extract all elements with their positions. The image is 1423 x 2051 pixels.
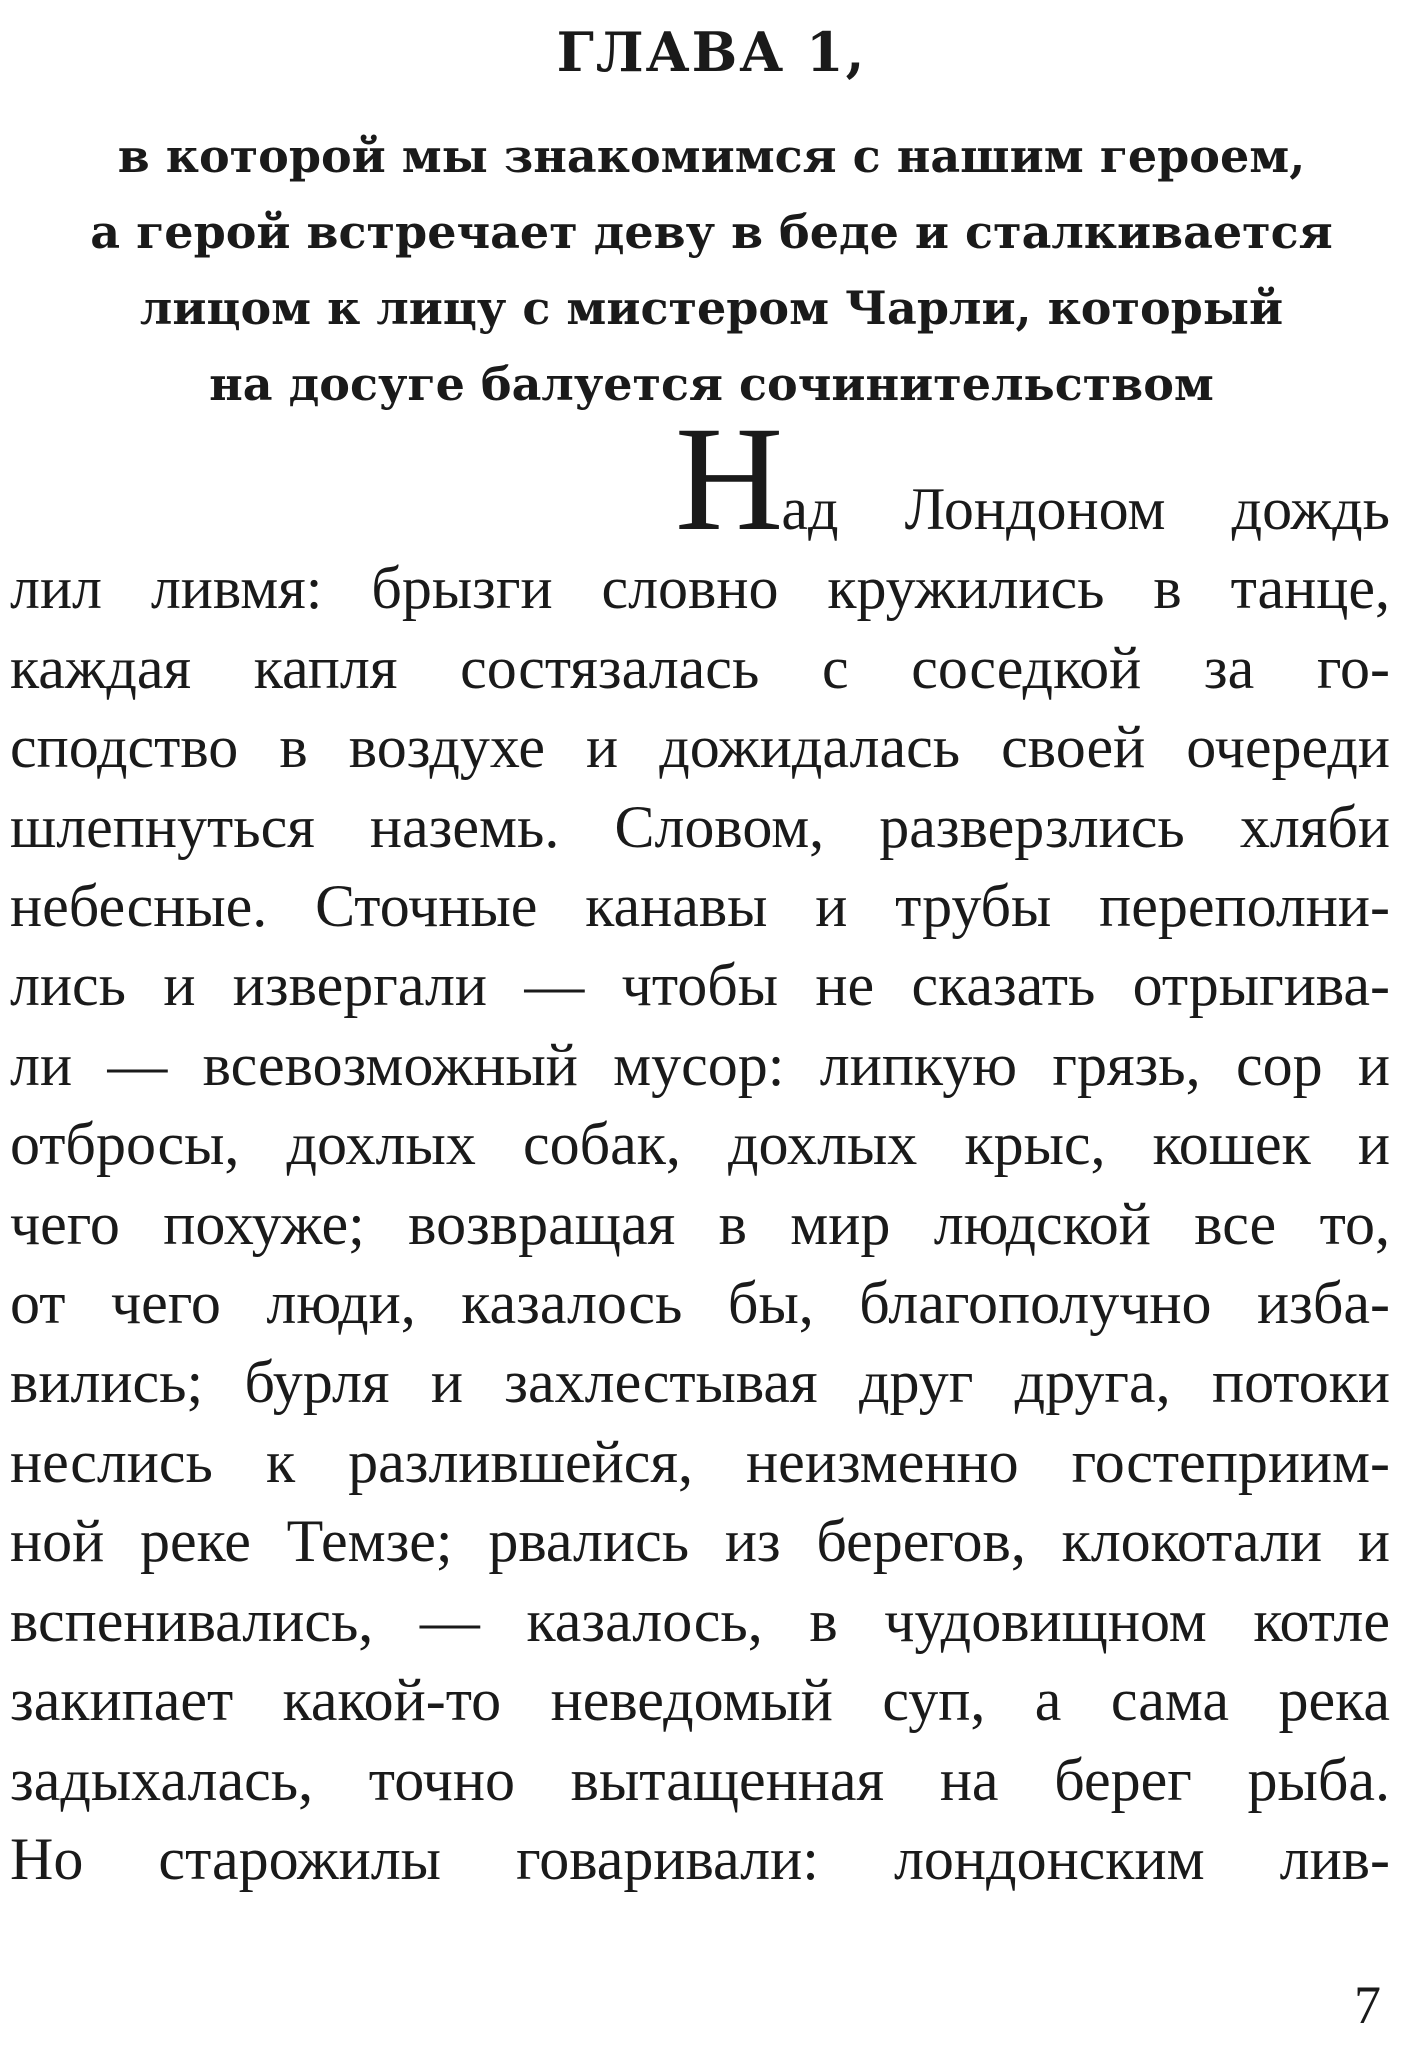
- body-line: шлепнуться наземь. Словом, разверзлись хляби: [10, 793, 1390, 860]
- body-line: вспенивались, — казалось, в чудовищном котле: [10, 1587, 1390, 1654]
- body-line: неслись к разлившейся, неизменно гостеприим-: [10, 1428, 1390, 1495]
- chapter-title: ГЛАВА 1,: [556, 20, 867, 84]
- body-line: вились; бурля и захлестывая друг друга, потоки: [10, 1349, 1390, 1416]
- body-line: ли — всевозможный мусор: липкую грязь, сор и: [10, 1031, 1390, 1098]
- chapter-subtitle-line: лицом к лицу с мистером Чарли, который: [139, 281, 1284, 335]
- chapter-subtitle-line: на досуге балуется сочинительством: [209, 357, 1214, 411]
- body-line: чего похуже; возвращая в мир людской все то,: [10, 1190, 1390, 1257]
- body-line: каждая капля состязалась с соседкой за го-: [10, 634, 1390, 701]
- chapter-subtitle-line: а герой встречает деву в беде и сталкивается: [90, 205, 1333, 259]
- body-line: задыхалась, точно вытащенная на берег рыба.: [10, 1746, 1390, 1813]
- body-line: небесные. Сточные канавы и трубы переполни-: [10, 873, 1390, 940]
- drop-cap: Н: [675, 396, 782, 562]
- body-line: лил ливмя: брызги словно кружились в танце,: [10, 555, 1390, 622]
- body-line-first: [10, 396, 1390, 562]
- body-line: отбросы, дохлых собак, дохлых крыс, кошек и: [10, 1111, 1390, 1178]
- body-line: Но старожилы говаривали: лондонским лив-: [10, 1825, 1390, 1892]
- chapter-subtitle-line: в которой мы знакомимся с нашим героем,: [117, 129, 1306, 183]
- body-line: сподство в воздухе и дожидалась своей очереди: [10, 714, 1390, 781]
- chapter-subtitle: [60, 118, 1363, 422]
- body-line: от чего люди, казалось бы, благополучно изба-: [10, 1270, 1390, 1337]
- body-line: закипает какой-то неведомый суп, а сама река: [10, 1667, 1390, 1734]
- page-number: 7: [1354, 1975, 1381, 2035]
- first-line-text: ад Лондоном дождь: [781, 476, 1390, 542]
- body-line: ной реке Темзе; рвались из берегов, клокотали и: [10, 1508, 1390, 1575]
- body-paragraph: [10, 396, 1390, 1899]
- body-line: лись и извергали — чтобы не сказать отрыгива-: [10, 952, 1390, 1019]
